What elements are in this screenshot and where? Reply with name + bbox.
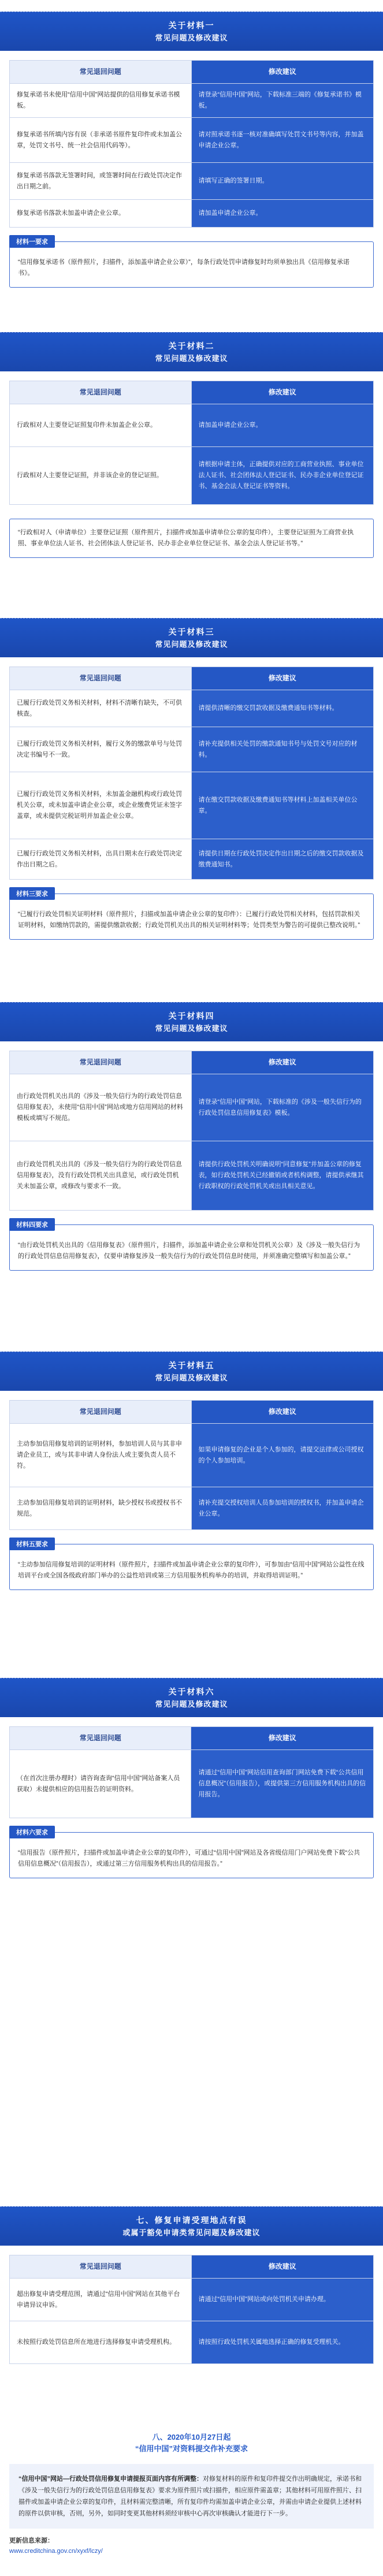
problem-cell: 已履行行政处罚义务相关材料，未加盖金融机构或行政处罚机关公章，或未加盖申请企业公章，或企业缴费凭证未签字盖章，或未提供完税证明并加盖企业公章。 [10, 772, 192, 839]
problem-cell: 修复承诺书落款无签署时间，或签署时间在行政处罚决定作出日期之前。 [10, 163, 192, 200]
advice-cell: 请登录“信用中国”网站，下载标准的《涉及一般失信行为的行政处罚信息信用修复表》模板。 [191, 1074, 374, 1141]
problem-cell: 主动参加信用修复培训的证明材料，参加培训人员与其非申请企业员工，或与其非申请人身份法人或主要负责人员不符。 [10, 1424, 192, 1487]
section-title: 八、2020年10月27日起 [152, 2433, 231, 2441]
advice-cell: 请在缴交罚款收据及缴费通知书等材料上加盖相关单位公章。 [191, 772, 374, 839]
problem-cell: 未按照行政处罚信息所在地进行选择修复申请受理机构。 [10, 2321, 192, 2364]
table-row [10, 1141, 374, 1211]
advice-cell: 请通过“信用中国”网站或向处罚机关申请办理。 [191, 2279, 374, 2321]
requirement-tag: 材料五要求 [9, 1538, 55, 1550]
advice-cell: 请填写正确的签署日期。 [191, 163, 374, 200]
requirement-text: “信用报告（原件照片，扫描件或加盖申请企业公章的复印件），可通过“信用中国”网站及各省级信用门户网站免费下载“公共信用信息概况”（信用报告），或通过第三方信用服务机构出具的信用报告。” [18, 1849, 360, 1867]
section-header [0, 2206, 383, 2246]
problem-cell: 由行政处罚机关出具的《涉及一般失信行为的行政处罚信息信用修复表》，未使用“信用中国”网站或地方信用网站的材料模板或填写不规范。 [10, 1074, 192, 1141]
table-row [10, 839, 374, 880]
table-row [10, 690, 374, 727]
table-row [10, 1750, 374, 1818]
section-material-2 [0, 332, 383, 558]
section-subtitle: 常见问题及修改建议 [155, 353, 228, 363]
section-subtitle: 常见问题及修改建议 [155, 1023, 228, 1033]
section-title: 关于材料六 [168, 1687, 215, 1696]
advice-cell: 请提供日期在行政处罚决定作出日期之后的缴交罚款收据及缴费通知书。 [191, 839, 374, 880]
table-row [10, 1487, 374, 1530]
notice-body [9, 2464, 374, 2529]
advice-cell: 请提供行政处罚机关明确说明“同意修复”并加盖公章的修复表，如行政处罚机关已经撤销或者机构调整，请提供承继其行政职权的行政处罚机关或出具相关意见。 [191, 1141, 374, 1211]
advice-cell: 请对照承诺书逐一核对准确填写处罚文书号等内容，并加盖申请企业公章。 [191, 118, 374, 163]
requirement-box [9, 1829, 374, 1878]
table-row [10, 1424, 374, 1487]
advice-cell: 请加盖申请企业公章。 [191, 200, 374, 228]
section-material-6 [0, 1678, 383, 1878]
notice-lead: “信用中国”网站—行政处罚信用修复申请提报页面内容有所调整： [18, 2476, 203, 2482]
column-header-advice: 修改建议 [191, 667, 374, 690]
faq-table [9, 1726, 374, 1818]
problem-cell: 已履行行政处罚义务相关材料，出具日期未在行政处罚决定作出日期之后。 [10, 839, 192, 880]
requirement-box [9, 1541, 374, 1590]
requirement-tag: 材料六要求 [9, 1826, 55, 1838]
section-title: 关于材料一 [168, 20, 215, 30]
section-subtitle: “信用中国”对资料提交作补充要求 [135, 2444, 248, 2453]
advice-cell: 请补充提供相关处罚的缴款通知书号与处罚文号对应的材料。 [191, 727, 374, 772]
table-row [10, 2279, 374, 2321]
requirement-tag: 材料一要求 [9, 235, 55, 248]
section-header [0, 12, 383, 51]
problem-cell: （在首次注册办理时）请咨询查询“信用中国”网站备案人员获取）未提供相应的信用报告的证明资料。 [10, 1750, 191, 1818]
requirement-box [9, 519, 374, 558]
section-material-3 [0, 618, 383, 940]
problem-cell: 行政相对人主要登记证照复印件未加盖企业公章。 [10, 404, 192, 447]
section-subtitle: 常见问题及修改建议 [155, 639, 228, 649]
requirement-text: “已履行行政处罚相关证明材料（原件照片，扫描或加盖申请企业公章的复印件）：已履行行政处罚相关材料，包括罚款相关证明材料，如缴纳罚款的，需提供缴款收据；行政处罚机关出具的相关证明材料等；处罚类型为警告的可提供已整改说明。” [18, 911, 360, 929]
faq-table [9, 60, 374, 228]
section-title: 关于材料二 [168, 341, 215, 351]
section-material-5 [0, 1352, 383, 1590]
section-title: 关于材料三 [168, 627, 215, 636]
requirement-text: “信用修复承诺书（原件照片，扫描件，添加盖申请企业公章）”，每条行政处罚申请修复时均须单独出具《信用修复承诺书》。 [18, 259, 349, 277]
requirement-box [9, 1224, 374, 1271]
table-row [10, 772, 374, 839]
faq-table [9, 667, 374, 880]
section-title: 关于材料四 [168, 1011, 215, 1021]
problem-cell: 由行政处罚机关出具的《涉及一般失信行为的行政处罚信息信用修复表》，没有行政处罚机关出具意见，或行政处罚机关未加盖公章，或修改与要求不一致。 [10, 1141, 192, 1211]
section-8 [0, 2432, 383, 2556]
column-header-advice: 修改建议 [191, 381, 374, 404]
problem-cell: 修复承诺书所填内容有误（非承诺书原件复印件或未加盖公章，处罚文书号、统一社会信用代码等）。 [10, 118, 192, 163]
problem-cell: 主动参加信用修复培训的证明材料，缺少授权书或授权书不规范。 [10, 1487, 192, 1530]
column-header-advice: 修改建议 [191, 2255, 374, 2279]
problem-cell: 已履行行政处罚义务相关材料，履行义务的缴款单号与处罚决定书编号不一致。 [10, 727, 192, 772]
faq-table [9, 1400, 374, 1530]
advice-cell: 请根据申请主体，正确提供对应的工商营业执照、事业单位法人证书、社会团体法人登记证书、民办非企业单位登记证书、基金会法人登记证书等资料。 [191, 447, 374, 505]
table-row [10, 447, 374, 505]
table-row [10, 163, 374, 200]
column-header-problem: 常见退回问题 [10, 61, 192, 84]
notice-text: 对修复材料的原件和复印件提交作出明确规定，承诺书和《涉及一般失信行为的行政处罚信息信用修复表》要求为原件照片或扫描件，相应原件需盖章；其他材料可用原件照片、扫描件或加盖申请企业公章的复印件，且材料需完整清晰，所有复印件均需加盖申请企业公章，并需由申请企业提供上述材料的原件以供审核，否则，另外，如同时变更其他材料须经审核中心再次审核确认才能进行下一步。 [18, 2476, 362, 2517]
column-header-problem: 常见退回问题 [10, 1727, 191, 1750]
advice-cell: 如果申请修复的企业是个人参加的，请提交法律或公司授权的个人参加培训。 [191, 1424, 374, 1487]
section-7 [0, 2206, 383, 2364]
advice-cell: 请按照行政处罚机关属地选择正确的修复受理机关。 [191, 2321, 374, 2364]
requirement-tag: 材料四要求 [9, 1218, 55, 1231]
requirement-text: “主动参加信用修复培训的证明材料（原件照片，扫描件或加盖申请企业公章的复印件），可参加由“信用中国”网站公益性在线培训平台或全国各级政府部门举办的公益性培训或第三方信用服务机构举办的培训，并取得培训证明。” [18, 1561, 365, 1579]
table-row [10, 84, 374, 118]
advice-cell: 请通过“信用中国”网站信用查询部门网站免费下载“公共信用信息概况”（信用报告），或提供第三方信用服务机构出具的信用报告。 [191, 1750, 374, 1818]
advice-cell: 请登录“信用中国”网站，下载标准三端的《修复承诺书》模板。 [191, 84, 374, 118]
advice-cell: 请提供清晰的缴交罚款收据及缴费通知书等材料。 [191, 690, 374, 727]
column-header-advice: 修改建议 [191, 1401, 374, 1424]
section-header [0, 618, 383, 657]
column-header-problem: 常见退回问题 [10, 381, 192, 404]
requirement-box [9, 891, 374, 940]
section-subtitle: 或属于豁免申请类常见问题及修改建议 [122, 2228, 261, 2237]
faq-table [9, 1051, 374, 1211]
requirement-text: “行政相对人（申请单位）主要登记证照（原件照片，扫描件或加盖申请单位公章的复印件），主要登记证照为工商营业执照、事业单位法人证书、社会团体法人登记证书、民办非企业单位登记证书、基金会法人登记证书等。” [18, 529, 354, 547]
column-header-problem: 常见退回问题 [10, 1051, 192, 1074]
section-subtitle: 常见问题及修改建议 [155, 33, 228, 42]
section-subtitle: 常见问题及修改建议 [155, 1373, 228, 1382]
table-row [10, 727, 374, 772]
column-header-problem: 常见退回问题 [10, 667, 192, 690]
column-header-advice: 修改建议 [191, 1727, 374, 1750]
section-header [0, 1352, 383, 1391]
problem-cell: 修复承诺书未使用“信用中国”网站提供的信用修复承诺书模板。 [10, 84, 192, 118]
problem-cell: 超出修复申请受理范围，请通过“信用中国”网站在其他平台申请异议申诉。 [10, 2279, 192, 2321]
faq-table [9, 381, 374, 505]
section-title: 关于材料五 [168, 1360, 215, 1370]
table-row [10, 200, 374, 228]
source-label: 更新信息来源： [9, 2537, 54, 2544]
table-row [10, 404, 374, 447]
section-header [0, 332, 383, 371]
problem-cell: 已履行行政处罚义务相关材料，材料不清晰有缺失，不可供核查。 [10, 690, 192, 727]
section-material-4 [0, 1002, 383, 1271]
requirement-box [9, 241, 374, 288]
source-link[interactable]: www.creditchina.gov.cn/xyxf/lczy/ [9, 2548, 103, 2555]
requirement-tag: 材料三要求 [9, 887, 55, 900]
section-title: 七、修复申请受理地点有误 [136, 2215, 247, 2225]
column-header-advice: 修改建议 [191, 1051, 374, 1074]
source-info [9, 2536, 374, 2556]
column-header-problem: 常见退回问题 [10, 2255, 192, 2279]
table-row [10, 1074, 374, 1141]
advice-cell: 请补充提交授权培训人员参加培训的授权书，并加盖申请企业公章。 [191, 1487, 374, 1530]
section-header [0, 1002, 383, 1041]
section-subtitle: 常见问题及修改建议 [155, 1699, 228, 1708]
problem-cell: 修复承诺书落款未加盖申请企业公章。 [10, 200, 192, 228]
faq-table [9, 2255, 374, 2364]
section-material-1 [0, 12, 383, 288]
advice-cell: 请加盖申请企业公章。 [191, 404, 374, 447]
table-row [10, 118, 374, 163]
table-row [10, 2321, 374, 2364]
column-header-advice: 修改建议 [191, 61, 374, 84]
column-header-problem: 常见退回问题 [10, 1401, 192, 1424]
problem-cell: 行政相对人主要登记证照，并非该企业的登记证照。 [10, 447, 192, 505]
requirement-text: “由行政处罚机关出具的《信用修复表》（原件照片，扫描件，添加盖申请企业公章和处罚机关公章）及《涉及一般失信行为的行政处罚信息信用修复表》，仅要申请修复涉及一般失信行为的行政处罚信息时使用，并须准确完整填写和加盖公章。” [18, 1242, 360, 1260]
section-header [0, 1678, 383, 1717]
